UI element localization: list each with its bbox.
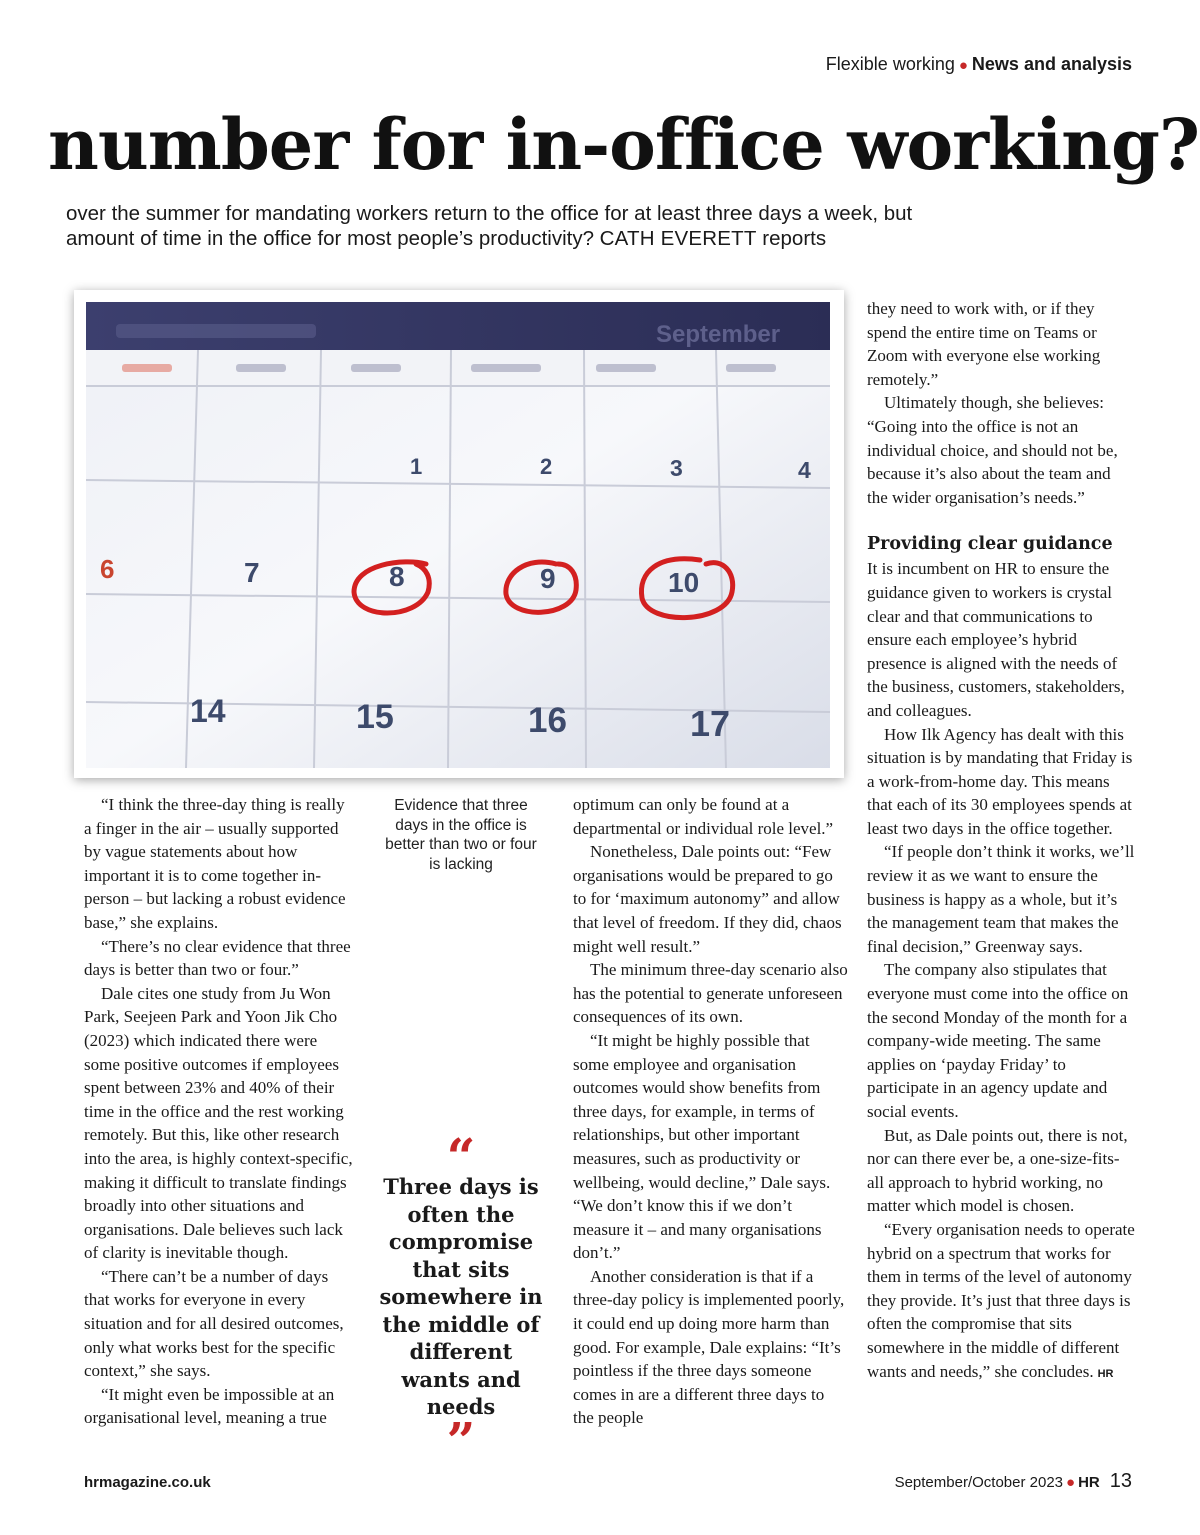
page-number: 13 — [1109, 1470, 1132, 1492]
standfirst-line-2-text: amount of time in the office for most people’s productivity? — [66, 227, 594, 250]
paragraph: It is incumbent on HR to ensure the guidance given to workers is crystal clear and that communications to ensure each employee’s hybrid presence is aligned with the needs of the business, customers, stakeholders, and colleagues. — [867, 559, 1125, 720]
paragraph: How Ilk Agency has dealt with this situation is by mandating that Friday is a work-from-home day. This means that each of its 30 employees spends at least two days in the office together. — [867, 724, 1133, 838]
date-16: 16 — [528, 701, 567, 740]
final-paragraph — [867, 1218, 1135, 1386]
date-15: 15 — [356, 698, 394, 736]
paragraph: “It might even be impossible at an organisational level, meaning a true — [84, 1384, 335, 1428]
author-name: CATH EVERETT — [599, 227, 757, 250]
paragraph: “If people don’t think it works, we’ll review it as we want to ensure the business is happy as a whole, but it’s the management team that makes the final decision,” Greenway says. — [867, 842, 1135, 956]
section-label: Flexible working — [825, 54, 955, 74]
paragraph: The company also stipulates that everyone must come into the office on the second Monday of the month for a company-wide meeting. The same applies on ‘payday Friday’ to participate in an agency update and social events. — [867, 960, 1129, 1121]
calendar-month: September — [656, 321, 781, 348]
date-2: 2 — [540, 454, 553, 479]
magazine-name: HR — [1078, 1474, 1100, 1491]
date-6: 6 — [100, 554, 115, 584]
paragraph: they need to work with, or if they spend the entire time on Teams or Zoom with everyone else working remotely.” — [867, 299, 1101, 389]
date-4: 4 — [798, 457, 811, 483]
pull-quote — [375, 1127, 547, 1470]
subheading: Providing clear guidance — [867, 534, 1113, 555]
paragraph: The minimum three-day scenario also has the potential to generate unforeseen consequences of its own. — [573, 960, 848, 1027]
column-3 — [573, 793, 848, 1430]
footer-website: hrmagazine.co.uk — [84, 1474, 211, 1491]
category-label: News and analysis — [971, 54, 1132, 74]
paragraph: “I think the three-day thing is really a finger in the air – usually supported by vague statements about how important it is to come together in-person – but lacking a robust evidence base,” she explains. — [84, 795, 346, 932]
paragraph: Dale cites one study from Ju Won Park, Seejeen Park and Yoon Jik Cho (2023) which indicated there were some positive outcomes if employees spent between 23% and 40% of their time in the office and the rest working remotely. But this, like other research into the area, is highly context-specific, making it difficult to translate findings broadly into other situations and organisations. Dale believes such lack of clarity is inevitable though. — [84, 983, 353, 1263]
paragraph-text: “Every organisation needs to operate hybrid on a spectrum that works for them in terms of the level of autonomy they provide. It’s just that three days is often the compromise that sits somewhere in the middle of different wants and needs,” she concludes. — [867, 1219, 1135, 1381]
footer-issue-info — [895, 1470, 1132, 1493]
close-quote-icon: ” — [446, 1410, 476, 1470]
date-3: 3 — [670, 455, 683, 481]
paragraph: Ultimately though, she believes: “Going into the office is not an individual choice, and should not be, because it’s also about the team and the wider organisation’s needs.” — [867, 393, 1118, 507]
paragraph: “It might be highly possible that some employee and organisation outcomes would show benefits from three days, for example, in terms of relationships, but other important measures, such as productivity or wellbeing, would decline,” Dale says. “We don’t know this if we don’t measure it – and many organisations don’t.” — [573, 1030, 831, 1263]
headline: number for in-office working? — [48, 103, 1199, 186]
paragraph: “There can’t be a number of days that works for everyone in every situation and for all desired outcomes, only what works best for the specific context,” she says. — [84, 1266, 344, 1381]
column-4 — [867, 297, 1135, 1386]
date-1: 1 — [410, 454, 423, 479]
calendar-image — [86, 302, 830, 768]
paragraph: optimum can only be found at a departmental or individual role level.” — [573, 795, 834, 838]
paragraph: Nonetheless, Dale points out: “Few organisations would be prepared to go to for ‘maximum autonomy” and allow that level of freedom. If they did, chaos might well result.” — [573, 842, 842, 956]
bullet-dot-icon: ● — [1066, 1474, 1076, 1491]
photo-caption: Evidence that three days in the office is better than two or four is lacking — [385, 797, 537, 873]
issue-date: September/October 2023 — [894, 1474, 1064, 1491]
standfirst — [66, 201, 1026, 251]
standfirst-line-1: over the summer for mandating workers return to the office for at least three days a week, but — [66, 202, 913, 225]
paragraph: Another consideration is that if a three-day policy is implemented poorly, it could end up doing more harm than good. For example, Dale explains: “It’s pointless if the three days someone comes in are a different three days to the people — [573, 1266, 845, 1428]
reports-word: reports — [762, 227, 827, 250]
date-14: 14 — [190, 693, 226, 729]
section-header — [826, 54, 1132, 75]
open-quote-icon: “ — [446, 1127, 476, 1186]
date-17: 17 — [690, 703, 731, 744]
bullet-dot-icon: ● — [958, 57, 968, 74]
paragraph: But, as Dale points out, there is not, nor can there ever be, a one-size-fits-all approach to hybrid working, no matter which model is chosen. — [867, 1125, 1128, 1216]
date-7: 7 — [244, 557, 260, 588]
date-8: 8 — [389, 561, 405, 592]
pull-quote-text: Three days is often the compromise that sits somewhere in the middle of different wants and needs — [379, 1174, 543, 1419]
calendar-photo — [74, 290, 844, 778]
date-10: 10 — [668, 567, 700, 598]
paragraph: “There’s no clear evidence that three days is better than two or four.” — [84, 936, 351, 980]
column-1 — [84, 793, 354, 1430]
end-mark: HR — [1097, 1367, 1114, 1380]
date-9: 9 — [540, 563, 556, 594]
standfirst-line-2 — [66, 226, 1026, 251]
